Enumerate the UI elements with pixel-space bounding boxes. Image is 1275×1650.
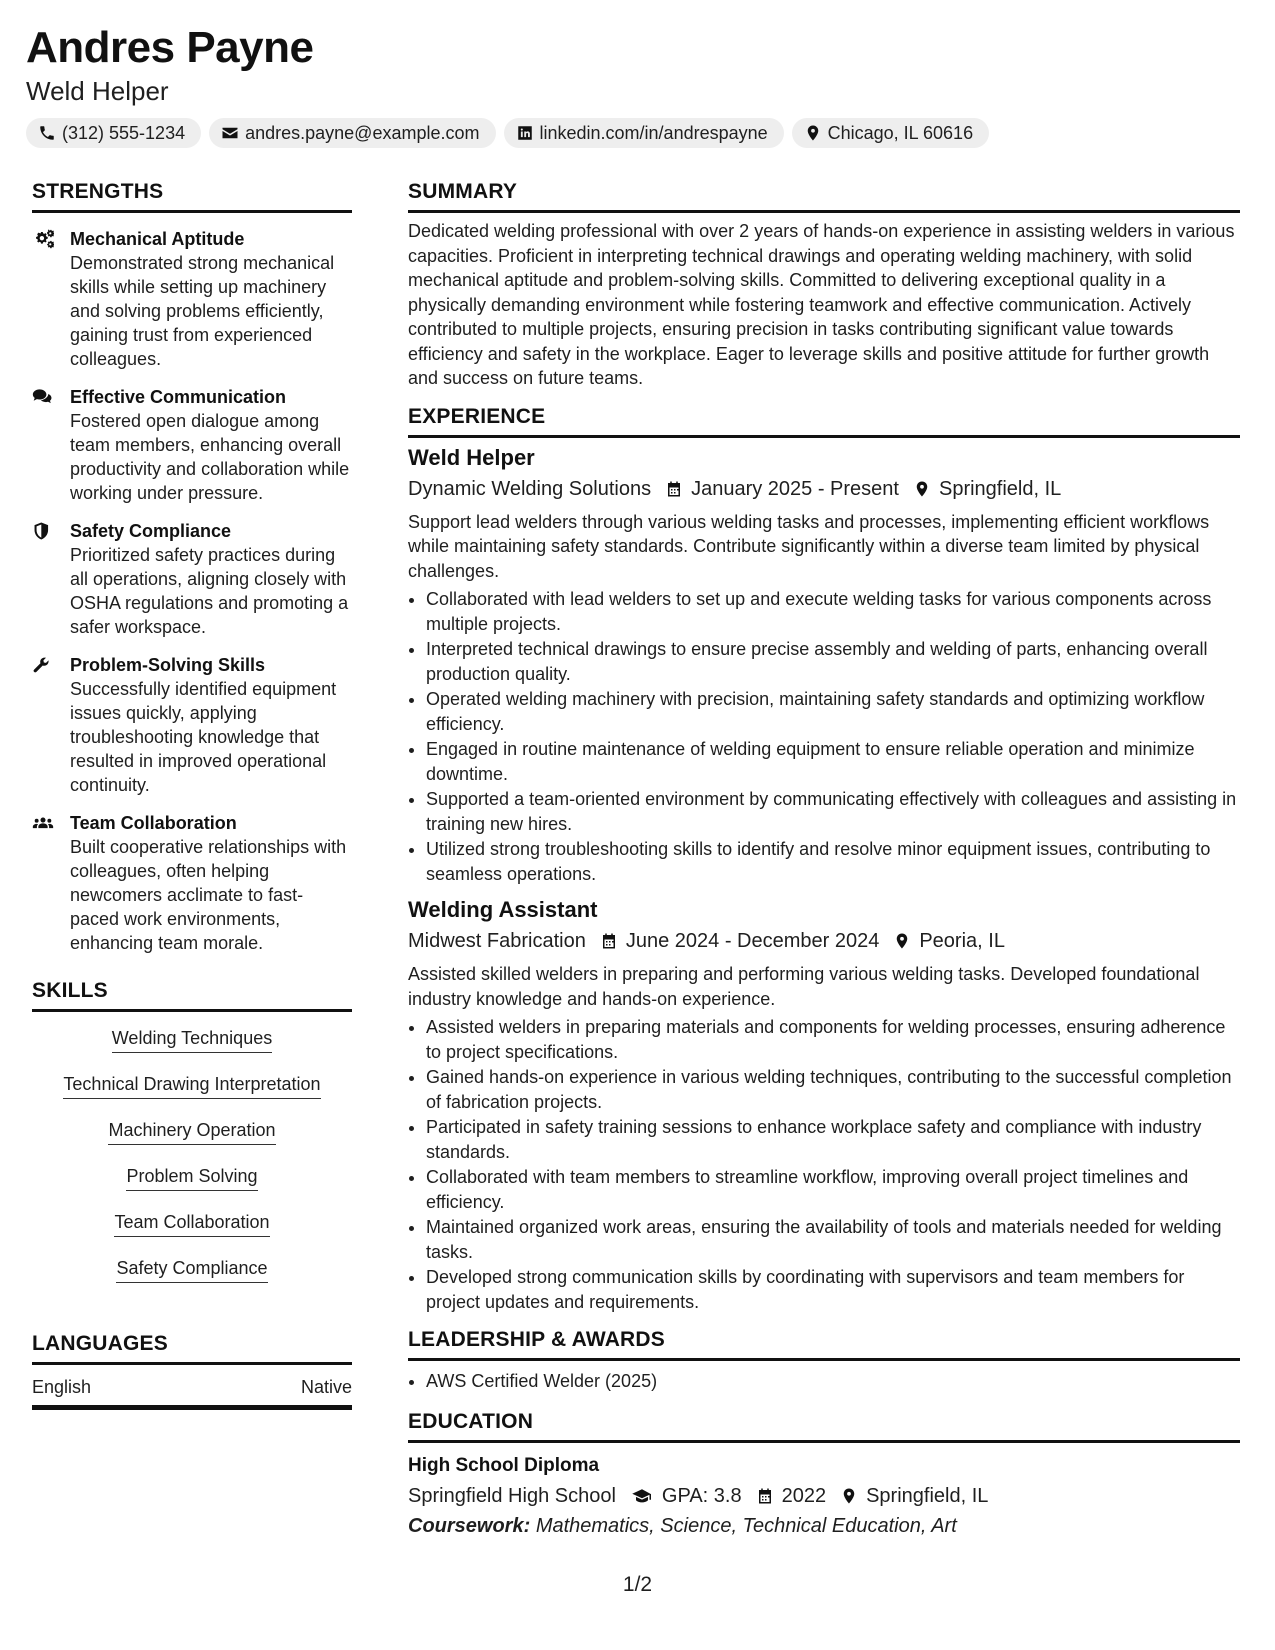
strength-item [32,385,352,505]
language-level: Native [300,1377,352,1397]
education-gpa: GPA: 3.8 [661,1484,742,1507]
linkedin-icon [516,124,534,142]
contact-email-text: andres.payne@example.com [245,123,480,143]
education-meta [408,1481,1240,1511]
job-description: Assisted skilled welders in preparing and performing various welding tasks. Developed foundational industry knowledge and hands-on experience. [408,964,1200,1009]
job-description: Support lead welders through various welding tasks and processes, implementing efficient workflows while maintaining safety standards. Contribute significantly within a diverse team limited by physical challenges. [408,511,1210,581]
strength-title: Safety Compliance [70,521,232,541]
calendar-icon [756,1487,774,1505]
education-heading: EDUCATION [408,1408,1240,1443]
job-meta [408,926,1240,956]
job-bullet: • Maintained organized work areas, ensuring the availability of tools and materials needed for welding tasks. [426,1215,1240,1264]
map-pin-icon [804,124,822,142]
job-entry [408,444,1240,887]
skill-item: Team Collaboration [114,1210,269,1237]
job-bullet: • Participated in safety training sessions to enhance workplace safety and compliance with industry standards. [426,1115,1240,1164]
job-bullets [408,587,1240,886]
contact-bar [26,118,1246,148]
language-name: English [32,1377,92,1397]
calendar-icon [600,932,618,950]
job-location: Peoria, IL [919,930,1005,952]
strength-title: Effective Communication [70,387,287,407]
skill-item: Machinery Operation [108,1118,275,1145]
job-bullets [408,1015,1240,1314]
map-pin-icon [913,480,931,498]
job-dates: January 2025 - Present [691,477,899,500]
coursework-text: Mathematics, Science, Technical Education, Art [535,1514,957,1537]
resume-header [26,22,1246,148]
strength-item [32,653,352,797]
job-bullet: • Assisted welders in preparing materials and components for welding processes, ensuring adherence to project specifications. [426,1015,1240,1064]
strength-item [32,519,352,639]
job-bullet: • Developed strong communication skills by coordinating with supervisors and team members for project updates and requirements. [426,1265,1240,1314]
job-entry [408,896,1240,1314]
contact-linkedin-text: linkedin.com/in/andrespayne [539,123,768,143]
wrench-icon [32,655,54,675]
summary-text: Dedicated welding professional with over 2 years of hands-on experience in assisting welders in various capacities. Proficient in interpreting technical drawings and operating welding machinery, with solid mechanical aptitude and problem-solving skills. Committed to delivering exceptional quality in a physically demanding environment while fostering teamwork and effective communication. Actively contributed to multiple projects, ensuring precision in tasks contributing significant value towards efficiency and safety in the workplace. Eager to leverage skills and positive attitude for further growth and success on future teams. [408,221,1235,388]
job-meta [408,474,1240,504]
job-bullet: • Collaborated with lead welders to set up and execute welding tasks for various components across multiple projects. [426,587,1240,636]
job-dates: June 2024 - December 2024 [625,930,880,952]
job-location: Springfield, IL [938,477,1062,500]
skills-list [32,1026,352,1302]
skill-item: Welding Techniques [112,1026,272,1053]
calendar-icon [665,480,683,498]
education-location: Springfield, IL [866,1484,989,1507]
strength-title: Team Collaboration [70,813,237,833]
contact-linkedin[interactable] [504,118,784,148]
users-icon [32,813,54,833]
job-title: Weld Helper [408,444,535,470]
contact-location [792,118,989,148]
skill-item: Safety Compliance [116,1256,267,1283]
strengths-heading: STRENGTHS [32,178,352,213]
education-school: Springfield High School [408,1484,616,1507]
award-item: • AWS Certified Welder (2025) [426,1369,1240,1394]
strength-item [32,811,352,955]
skill-item: Technical Drawing Interpretation [63,1072,320,1099]
summary-heading: SUMMARY [408,178,1240,213]
phone-icon [38,124,56,142]
strength-item [32,227,352,371]
experience-heading: EXPERIENCE [408,403,1240,438]
strength-description: Successfully identified equipment issues quickly, applying troubleshooting knowledge that resulted in improved operational continuity. [70,679,337,795]
education-degree: High School Diploma [408,1454,600,1476]
strength-description: Demonstrated strong mechanical skills while setting up machinery and solving problems efficiently, gaining trust from experienced colleagues. [70,253,335,369]
map-pin-icon [893,932,911,950]
job-company: Dynamic Welding Solutions [408,477,652,500]
awards-heading: LEADERSHIP & AWARDS [408,1326,1240,1361]
job-bullet: • Operated welding machinery with precision, maintaining safety standards and optimizing workflow efficiency. [426,687,1240,736]
graduation-cap-icon [630,1487,654,1505]
contact-phone[interactable] [26,118,201,148]
left-column [32,178,352,1410]
strength-description: Fostered open dialogue among team members, enhancing overall productivity and collaboration while working under pressure. [70,411,350,503]
skill-item: Problem Solving [126,1164,257,1191]
job-company: Midwest Fabrication [408,930,586,952]
awards-list [408,1369,1240,1394]
strength-title: Problem-Solving Skills [70,655,266,675]
job-bullet: • Utilized strong troubleshooting skills to identify and resolve minor equipment issues, contributing to seamless operations. [426,837,1240,886]
candidate-name: Andres Payne [26,23,314,72]
shield-icon [32,521,54,541]
gears-icon [32,229,54,249]
comments-icon [32,387,54,407]
contact-location-text: Chicago, IL 60616 [827,123,974,143]
coursework-label: Coursework: [408,1514,531,1537]
job-bullet: • Gained hands-on experience in various welding techniques, contributing to the successful completion of fabrication projects. [426,1065,1240,1114]
right-column [408,178,1240,1541]
languages-heading: LANGUAGES [32,1330,352,1365]
job-bullet: • Supported a team-oriented environment by communicating effectively with colleagues and assisting in training new hires. [426,787,1240,836]
job-bullet: • Collaborated with team members to streamline workflow, improving overall project timelines and efficiency. [426,1165,1240,1214]
page-number: 1/2 [622,1573,653,1596]
candidate-title: Weld Helper [26,76,169,106]
job-title: Welding Assistant [408,897,598,922]
education-coursework [408,1511,1240,1541]
map-pin-icon [840,1487,858,1505]
job-bullet: • Engaged in routine maintenance of welding equipment to ensure reliable operation and minimize downtime. [426,737,1240,786]
envelope-icon [221,124,239,142]
contact-email[interactable] [209,118,495,148]
strength-title: Mechanical Aptitude [70,229,245,249]
job-bullet: • Interpreted technical drawings to ensure precise assembly and welding of parts, enhancing overall production quality. [426,637,1240,686]
language-row [32,1365,352,1410]
skills-heading: SKILLS [32,977,352,1012]
education-year: 2022 [781,1484,827,1507]
strength-description: Built cooperative relationships with colleagues, often helping newcomers acclimate to fast-paced work environments, enhancing team morale. [70,837,347,953]
contact-phone-text: (312) 555-1234 [62,123,186,143]
strength-description: Prioritized safety practices during all operations, aligning closely with OSHA regulations and promoting a safer workspace. [70,545,349,637]
